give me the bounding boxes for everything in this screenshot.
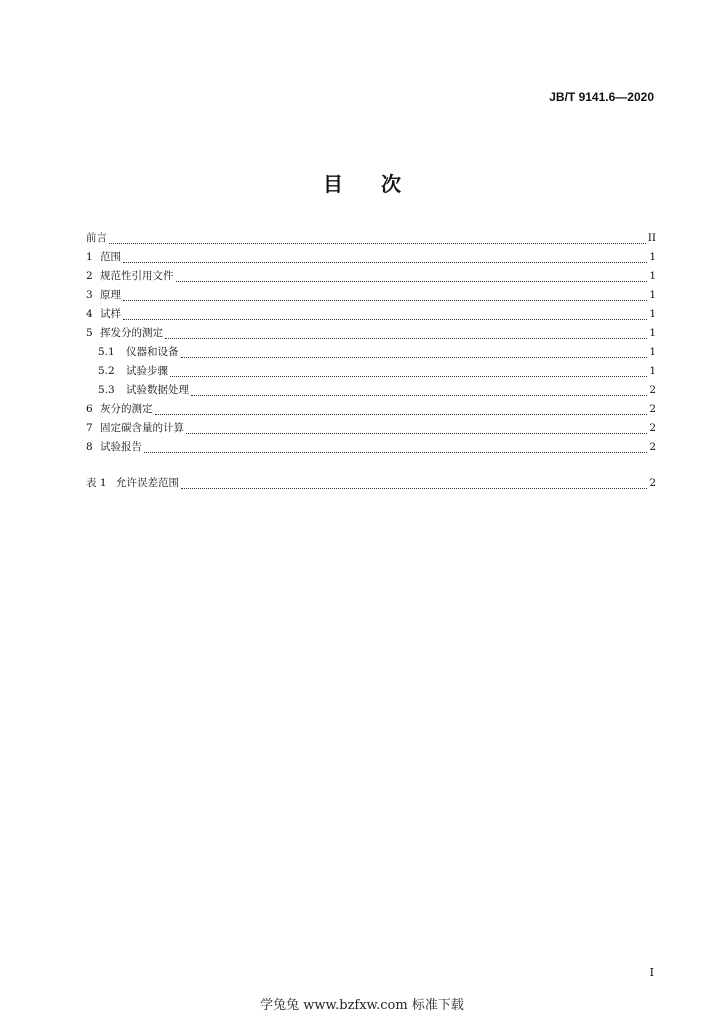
toc-entry-page: 2 [649, 441, 656, 453]
dot-leader [123, 261, 647, 263]
title-char-2: 次 [381, 172, 401, 196]
toc-entry-page: 2 [649, 422, 656, 434]
toc-entry-number: 4 [86, 308, 93, 320]
toc-entry-page: 1 [649, 308, 656, 320]
toc-entry-normative-references[interactable] [86, 267, 656, 286]
toc-entry-number: 5.1 [98, 346, 115, 358]
toc-entry-number: 3 [86, 289, 93, 301]
toc-entry-page: 1 [649, 270, 656, 282]
dot-leader [176, 280, 648, 282]
toc-entry-page: 1 [649, 346, 656, 358]
toc-entry-label: 仪器和设备 [126, 346, 179, 358]
toc-entry-page: 1 [649, 251, 656, 263]
toc-entry-number: 1 [86, 251, 93, 263]
toc-entry-ash[interactable] [86, 400, 656, 419]
dot-leader [181, 487, 647, 489]
toc-entry-page: 1 [649, 327, 656, 339]
toc-entry-page: II [647, 232, 656, 244]
toc-entry-label: 前言 [86, 232, 107, 244]
toc-entry-page: 1 [649, 289, 656, 301]
toc-entry-number: 5.2 [98, 365, 115, 377]
table-of-contents [86, 229, 656, 493]
toc-entry-label: 试验步骤 [126, 365, 168, 377]
toc-entry-volatile-matter[interactable] [86, 324, 656, 343]
standard-code: JB/T 9141.6—2020 [549, 90, 654, 104]
toc-entry-test-report[interactable] [86, 438, 656, 457]
toc-entry-number: 表 1 [86, 477, 107, 489]
footer-watermark: 学兔兔 www.bzfxw.com 标准下载 [260, 998, 464, 1013]
toc-entry-label: 固定碳含量的计算 [100, 422, 184, 434]
toc-entry-sample[interactable] [86, 305, 656, 324]
page-number: I [649, 966, 654, 979]
dot-leader [191, 394, 647, 396]
toc-entry-page: 2 [649, 403, 656, 415]
toc-entry-page: 1 [649, 365, 656, 377]
dot-leader [123, 299, 647, 301]
dot-leader [144, 451, 647, 453]
toc-entry-label: 试验数据处理 [126, 384, 189, 396]
page-title [0, 168, 724, 197]
toc-entry-page: 2 [649, 384, 656, 396]
toc-entry-label: 允许误差范围 [116, 477, 179, 489]
toc-entry-number: 2 [86, 270, 93, 282]
toc-entry-label: 原理 [100, 289, 121, 301]
dot-leader [186, 432, 647, 434]
dot-leader [123, 318, 647, 320]
dot-leader [165, 337, 647, 339]
toc-entry-number: 5 [86, 327, 93, 339]
toc-entry-number: 6 [86, 403, 93, 415]
toc-entry-number: 7 [86, 422, 93, 434]
toc-entry-data-processing[interactable] [86, 381, 656, 400]
toc-entry-number: 5.3 [98, 384, 115, 396]
toc-entry-label: 挥发分的测定 [100, 327, 163, 339]
title-char-1: 目 [323, 172, 343, 196]
toc-entry-label: 范围 [100, 251, 121, 263]
toc-entry-number: 8 [86, 441, 93, 453]
toc-entry-principle[interactable] [86, 286, 656, 305]
toc-entry-label: 试样 [100, 308, 121, 320]
toc-entry-scope[interactable] [86, 248, 656, 267]
dot-leader [155, 413, 648, 415]
dot-leader [109, 242, 646, 244]
dot-leader [170, 375, 647, 377]
toc-entry-foreword[interactable] [86, 229, 656, 248]
toc-entry-fixed-carbon[interactable] [86, 419, 656, 438]
toc-entry-label: 规范性引用文件 [100, 270, 174, 282]
toc-entry-label: 试验报告 [100, 441, 142, 453]
toc-entry-table-1[interactable] [86, 474, 656, 493]
toc-entry-procedure[interactable] [86, 362, 656, 381]
toc-entry-label: 灰分的测定 [100, 403, 153, 415]
toc-entry-page: 2 [649, 477, 656, 489]
dot-leader [181, 356, 648, 358]
toc-entry-apparatus[interactable] [86, 343, 656, 362]
